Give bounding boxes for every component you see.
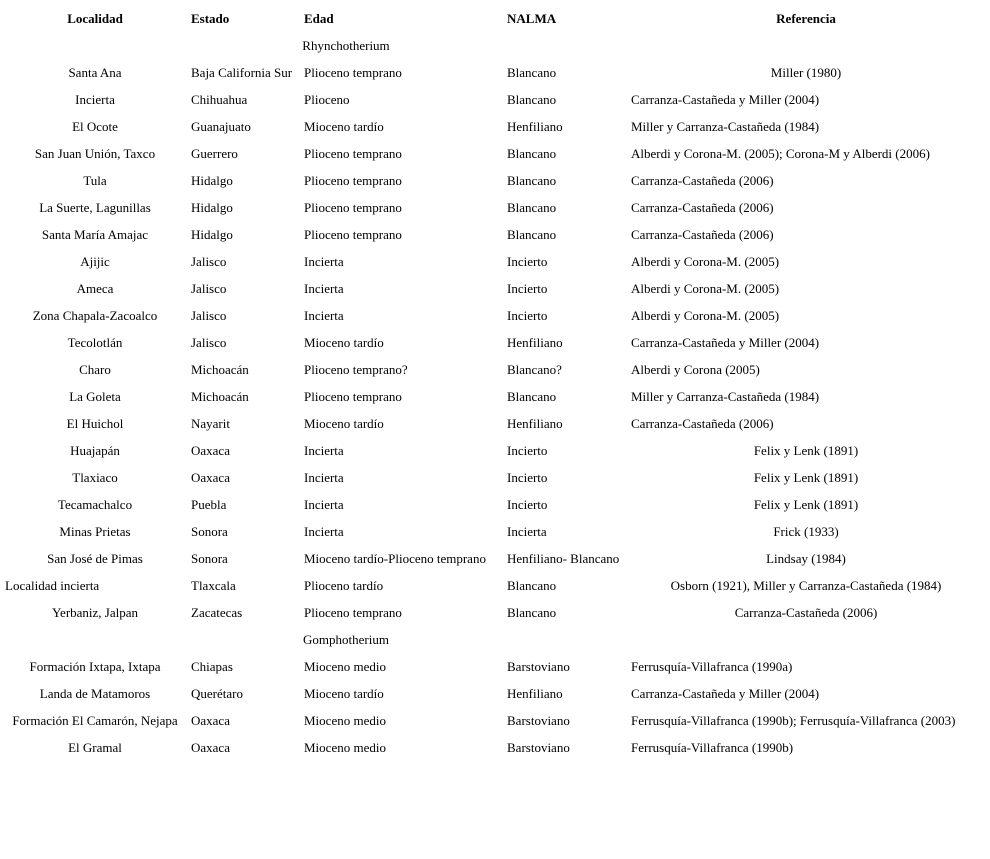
cell-localidad: Santa Ana: [68, 65, 122, 80]
cell-edad: Plioceno temprano: [304, 65, 402, 80]
genus-spacer: [2, 32, 188, 59]
cell-localidad: Ajijic: [80, 254, 110, 269]
cell-edad: Plioceno temprano: [304, 227, 402, 242]
table-row: [2, 167, 984, 194]
cell-edad: Plioceno temprano: [304, 200, 402, 215]
cell-localidad: Formación Ixtapa, Ixtapa: [29, 659, 161, 674]
cell-edad: Mioceno medio: [304, 659, 386, 674]
cell-edad: Incierta: [304, 254, 344, 269]
cell-edad: Incierta: [304, 281, 344, 296]
table-header: [2, 5, 984, 32]
table-row: [2, 329, 984, 356]
cell-edad: Mioceno tardío: [304, 416, 384, 431]
cell-estado: Sonora: [191, 551, 228, 566]
cell-estado: Oaxaca: [191, 443, 230, 458]
cell-referencia: Felix y Lenk (1891): [753, 497, 859, 512]
cell-referencia: Carranza-Castañeda (2006): [631, 173, 774, 188]
cell-edad: Plioceno temprano: [304, 605, 402, 620]
genus-row: [2, 32, 984, 59]
cell-edad: Mioceno medio: [304, 713, 386, 728]
cell-localidad: Landa de Matamoros: [39, 686, 151, 701]
cell-estado: Oaxaca: [191, 740, 230, 755]
cell-localidad: Incierta: [75, 92, 115, 107]
cell-referencia: Carranza-Castañeda (2006): [631, 227, 774, 242]
genus-spacer: [2, 626, 188, 653]
cell-nalma: Henfiliano: [507, 686, 563, 701]
cell-estado: Zacatecas: [191, 605, 243, 620]
cell-edad: Plioceno temprano: [304, 389, 402, 404]
table-row: [2, 383, 984, 410]
table-row: [2, 194, 984, 221]
table-row: [2, 680, 984, 707]
cell-edad: Mioceno tardío-Plioceno temprano: [304, 551, 486, 566]
cell-referencia: Carranza-Castañeda y Miller (2004): [631, 92, 820, 107]
cell-edad: Incierta: [304, 308, 344, 323]
table-row: [2, 572, 984, 599]
cell-referencia: Ferrusquía-Villafranca (1990a): [631, 659, 793, 674]
cell-edad: Plioceno tardío: [304, 578, 384, 593]
cell-referencia: Ferrusquía-Villafranca (1990b): [631, 740, 794, 755]
table-row: [2, 599, 984, 626]
table-body: [2, 32, 984, 761]
cell-referencia: Miller y Carranza-Castañeda (1984): [631, 389, 820, 404]
cell-referencia: Carranza-Castañeda y Miller (2004): [631, 686, 820, 701]
cell-edad: Mioceno tardío: [304, 686, 384, 701]
cell-estado: Michoacán: [191, 389, 249, 404]
cell-localidad: Yerbaniz, Jalpan: [51, 605, 139, 620]
table-row: [2, 248, 984, 275]
cell-localidad: San José de Pimas: [47, 551, 143, 566]
cell-localidad: El Gramal: [68, 740, 122, 755]
cell-edad: Plioceno temprano: [304, 146, 402, 161]
cell-nalma: Blancano: [507, 173, 557, 188]
cell-estado: Nayarit: [191, 416, 230, 431]
cell-referencia: Alberdi y Corona-M. (2005): [631, 308, 780, 323]
table-row: [2, 491, 984, 518]
cell-nalma: Barstoviano: [507, 659, 570, 674]
cell-localidad: El Huichol: [66, 416, 124, 431]
cell-estado: Michoacán: [191, 362, 249, 377]
cell-nalma: Henfiliano: [507, 416, 563, 431]
cell-nalma: Incierto: [507, 443, 548, 458]
cell-estado: Oaxaca: [191, 470, 230, 485]
cell-estado: Puebla: [191, 497, 227, 512]
cell-estado: Jalisco: [191, 281, 227, 296]
cell-localidad: San Juan Unión, Taxco: [34, 146, 156, 161]
cell-nalma: Blancano: [507, 146, 557, 161]
header-referencia: Referencia: [776, 11, 836, 26]
table-row: [2, 59, 984, 86]
cell-nalma: Barstoviano: [507, 713, 570, 728]
table-row: [2, 518, 984, 545]
cell-estado: Guanajuato: [191, 119, 251, 134]
cell-localidad: Tecamachalco: [57, 497, 133, 512]
cell-nalma: Blancano: [507, 389, 557, 404]
cell-referencia: Osborn (1921), Miller y Carranza-Castañeda (1984): [670, 578, 942, 593]
table-row: [2, 356, 984, 383]
table-row: [2, 653, 984, 680]
cell-estado: Jalisco: [191, 254, 227, 269]
cell-nalma: Incierto: [507, 308, 548, 323]
cell-nalma: Incierto: [507, 497, 548, 512]
cell-estado: Jalisco: [191, 308, 227, 323]
genus-spacer: [504, 626, 984, 653]
cell-localidad: Ameca: [76, 281, 114, 296]
cell-referencia: Carranza-Castañeda y Miller (2004): [631, 335, 820, 350]
cell-referencia: Alberdi y Corona-M. (2005): [631, 281, 780, 296]
cell-estado: Hidalgo: [191, 227, 233, 242]
cell-referencia: Alberdi y Corona (2005): [631, 362, 760, 377]
cell-edad: Incierta: [304, 524, 344, 539]
cell-localidad: Huajapán: [70, 443, 120, 458]
cell-estado: Jalisco: [191, 335, 227, 350]
fossil-localities-table: [2, 5, 984, 761]
table-row: [2, 140, 984, 167]
cell-localidad: Tecolotlán: [67, 335, 123, 350]
cell-edad: Mioceno tardío: [304, 119, 384, 134]
cell-estado: Tlaxcala: [191, 578, 236, 593]
table-row: [2, 734, 984, 761]
cell-nalma: Blancano: [507, 605, 557, 620]
cell-referencia: Carranza-Castañeda (2006): [631, 200, 774, 215]
cell-nalma: Incierto: [507, 470, 548, 485]
cell-nalma: Blancano: [507, 578, 557, 593]
cell-nalma: Incierto: [507, 281, 548, 296]
cell-localidad: Formación El Camarón, Nejapa: [12, 713, 178, 728]
cell-estado: Hidalgo: [191, 200, 233, 215]
cell-nalma: Blancano?: [507, 362, 562, 377]
cell-estado: Baja California Sur: [191, 65, 293, 80]
cell-localidad: Santa María Amajac: [41, 227, 149, 242]
cell-edad: Incierta: [304, 443, 344, 458]
genus-label: Gomphotherium: [303, 632, 389, 647]
genus-label: Rhynchotherium: [302, 38, 390, 53]
header-edad: Edad: [304, 11, 334, 26]
cell-referencia: Ferrusquía-Villafranca (1990b); Ferrusquía-Villafranca (2003): [631, 713, 956, 728]
cell-nalma: Blancano: [507, 65, 557, 80]
cell-localidad: Tula: [83, 173, 107, 188]
cell-estado: Guerrero: [191, 146, 238, 161]
cell-edad: Mioceno medio: [304, 740, 386, 755]
cell-referencia: Felix y Lenk (1891): [753, 443, 859, 458]
cell-localidad: La Goleta: [69, 389, 121, 404]
header-estado: Estado: [191, 11, 230, 26]
table-row: [2, 464, 984, 491]
cell-estado: Oaxaca: [191, 713, 230, 728]
cell-localidad: Localidad incierta: [5, 578, 100, 593]
cell-nalma: Incierta: [507, 524, 547, 539]
cell-referencia: Lindsay (1984): [766, 551, 846, 566]
cell-nalma: Henfiliano- Blancano: [507, 551, 620, 566]
cell-referencia: Carranza-Castañeda (2006): [734, 605, 878, 620]
cell-localidad: Charo: [79, 362, 111, 377]
cell-edad: Mioceno tardío: [304, 335, 384, 350]
cell-estado: Chihuahua: [191, 92, 248, 107]
table-row: [2, 221, 984, 248]
cell-nalma: Henfiliano: [507, 119, 563, 134]
table-row: [2, 86, 984, 113]
cell-edad: Incierta: [304, 470, 344, 485]
cell-localidad: Zona Chapala-Zacoalco: [32, 308, 158, 323]
table-row: [2, 545, 984, 572]
cell-edad: Incierta: [304, 497, 344, 512]
cell-referencia: Felix y Lenk (1891): [753, 470, 859, 485]
cell-edad: Plioceno: [304, 92, 350, 107]
cell-referencia: Miller y Carranza-Castañeda (1984): [631, 119, 820, 134]
cell-localidad: El Ocote: [72, 119, 118, 134]
cell-referencia: Frick (1933): [773, 524, 839, 539]
cell-nalma: Barstoviano: [507, 740, 570, 755]
genus-row: [2, 626, 984, 653]
cell-estado: Hidalgo: [191, 173, 233, 188]
cell-referencia: Alberdi y Corona-M. (2005): [631, 254, 780, 269]
cell-edad: Plioceno temprano?: [304, 362, 408, 377]
cell-edad: Plioceno temprano: [304, 173, 402, 188]
table-row: [2, 113, 984, 140]
cell-nalma: Henfiliano: [507, 335, 563, 350]
cell-referencia: Carranza-Castañeda (2006): [631, 416, 774, 431]
cell-localidad: Minas Prietas: [59, 524, 131, 539]
cell-estado: Chiapas: [191, 659, 233, 674]
cell-localidad: Tlaxiaco: [72, 470, 118, 485]
table-row: [2, 275, 984, 302]
cell-estado: Querétaro: [191, 686, 243, 701]
cell-nalma: Blancano: [507, 200, 557, 215]
cell-localidad: La Suerte, Lagunillas: [39, 200, 151, 215]
cell-nalma: Blancano: [507, 227, 557, 242]
header-row: [2, 5, 984, 32]
table-row: [2, 437, 984, 464]
header-localidad: Localidad: [67, 11, 123, 26]
cell-referencia: Miller (1980): [770, 65, 842, 80]
table-row: [2, 302, 984, 329]
table-row: [2, 410, 984, 437]
genus-spacer: [504, 32, 984, 59]
cell-estado: Sonora: [191, 524, 228, 539]
cell-nalma: Blancano: [507, 92, 557, 107]
table-row: [2, 707, 984, 734]
header-nalma: NALMA: [507, 11, 557, 26]
cell-referencia: Alberdi y Corona-M. (2005); Corona-M y Alberdi (2006): [631, 146, 930, 161]
cell-nalma: Incierto: [507, 254, 548, 269]
